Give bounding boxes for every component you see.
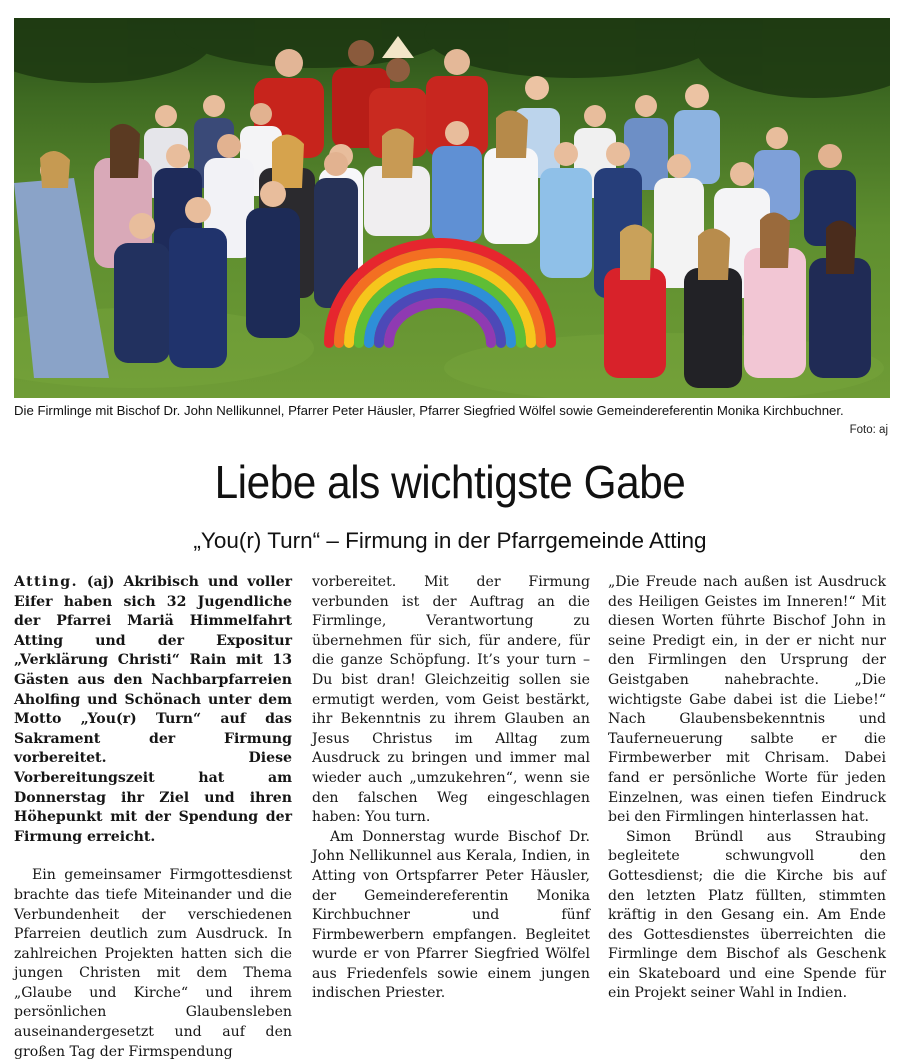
article-column-3	[608, 573, 886, 1004]
article-paragraph-continued: „Die Freude nach außen ist Ausdruck des Heiligen Geistes im Inneren!“ Mit diesen Worten führte Bischof John in seine Predigt ein, in der er nicht nur den Firmlingen den Ursprung der Geistgaben nahebrachte. „Die wichtigste Gabe dabei ist die Liebe!“ Nach Glaubensbekenntnis und Tauferneuerung salbte er die Firmbewerber mit Chrisam. Dabei fand er persönliche Worte für jeden Einzelnen, was einen tiefen Eindruck bei den Firmlingen hinterlassen hat.	[608, 574, 886, 826]
article-column-1	[14, 573, 292, 1062]
headline: Liebe als wichtigste Gabe	[214, 456, 686, 508]
article-paragraph: Am Donnerstag wurde Bischof Dr. John Nellikunnel aus Kerala, Indien, in Atting von Ortspfarrer Peter Häusler, der Gemeindereferentin Monika Kirchbuchner und fünf Firmbewerbern empfangen. Begleitet wurde er von Pfarrer Siegfried Wölfel aus Friedenfels sowie einem jungen indischen Priester.	[312, 828, 590, 1002]
article-paragraph: Simon Bründl aus Straubing begleitete schwungvoll den Gottesdienst; die die Kirche bis auf den letzten Platz füllten, stimmten kräftig in den Gesang ein. Am Ende des Gottesdienstes überreichten die Firmlinge dem Bischof als Geschenk ein Skateboard und eine Spende für ein Projekt seiner Wahl in Indien.	[608, 828, 886, 1002]
article-lead	[14, 573, 292, 847]
article-paragraph: Ein gemeinsamer Firmgottesdienst brachte das tiefe Miteinander und die Verbundenheit der verschiedenen Pfarreien deutlich zum Ausdruck. In zahlreichen Projekten hatten sich die jungen Christen mit dem Thema „Glaube und Kirche“ und ihrem persönlichen Glaubensleben auseinandergesetzt und auf den großen Tag der Firmspendung	[14, 867, 292, 1060]
photo-credit: Foto: aj	[849, 424, 888, 436]
lead-text: (aj) Akribisch und voller Eifer haben sich 32 Jugendliche der Pfarrei Mariä Himmelfahrt Atting und der Expositur „Verklärung Christi“ Rain mit 13 Gästen aus den Nachbarpfarreien Aholfing und Schönach unter dem Motto „You(r) Turn“ auf das Sakrament der Firmung vorbereitet. Diese Vorbereitungszeit hat am Donnerstag ihr Ziel und ihren Höhepunkt mit der Spendung der Firmung erreicht.	[14, 574, 292, 845]
photo-caption: Die Firmlinge mit Bischof Dr. John Nellikunnel, Pfarrer Peter Häusler, Pfarrer Siegfried Wölfel sowie Gemeindereferentin Monika Kirchbuchner.	[14, 403, 844, 418]
article-paragraph: vorbereitet. Mit der Firmung verbunden ist der Auftrag an die Firmlinge, Verantwortung zu übernehmen für sich, für andere, für die ganze Schöpfung. It’s your turn – Du bist dran! Gleichzeitig sollen sie ermutigt werden, vom Geist bestärkt, ihr Bekenntnis zu ihrem Glauben an Jesus Christus im Alltag zum Ausdruck zu bringen und immer mal wieder auch „umzukehren“, wenn sie den falschen Weg eingeschlagen haben: You turn.	[312, 574, 590, 826]
subheadline: „You(r) Turn“ – Firmung in der Pfarrgemeinde Atting	[193, 528, 707, 553]
article-column-2	[312, 573, 590, 1004]
group-photo	[14, 18, 890, 398]
group-photo-with-rainbow-icon	[14, 18, 890, 398]
dateline: Atting.	[14, 574, 78, 590]
